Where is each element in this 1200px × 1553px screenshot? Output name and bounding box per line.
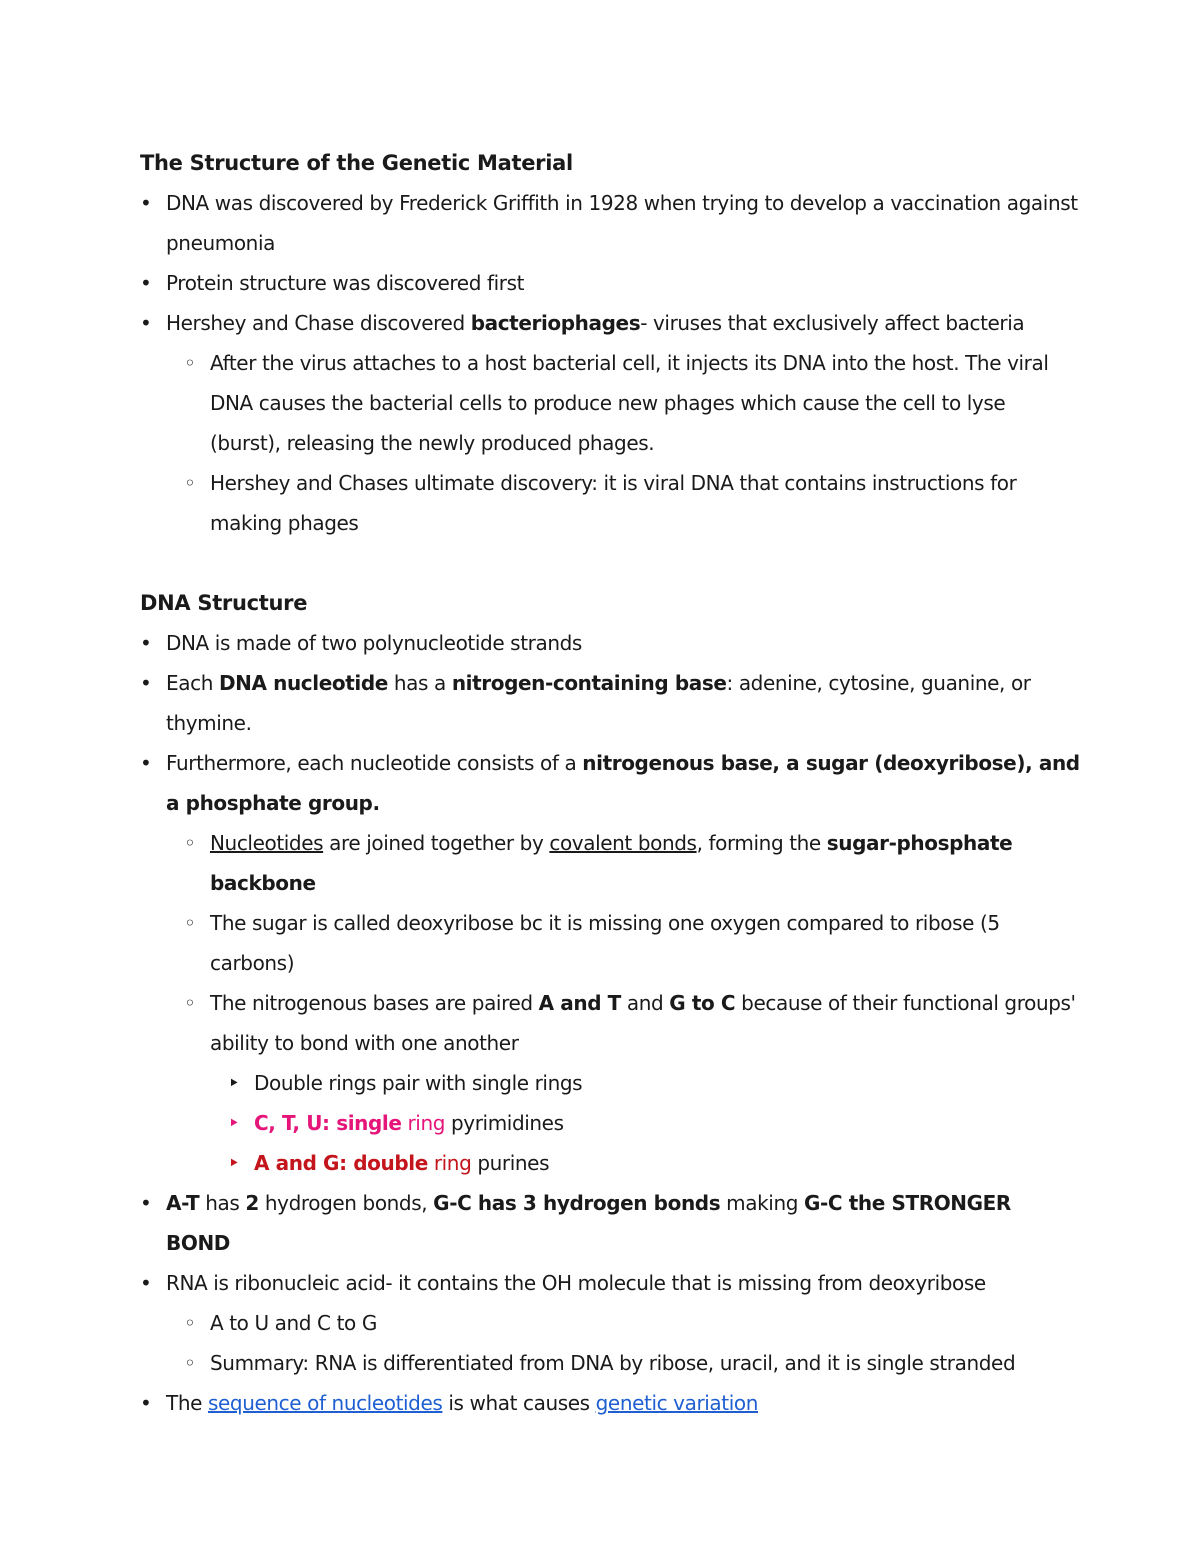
term-dna-nucleotide: DNA nucleotide xyxy=(218,671,388,695)
item-text: Furthermore, each nucleotide consists of a xyxy=(166,751,583,775)
list-item xyxy=(140,1303,1080,1343)
underlined-term-nucleotides: Nucleotides xyxy=(210,831,324,855)
bullet-dot-icon: • xyxy=(140,1191,152,1215)
list-item xyxy=(140,343,1080,463)
list-item xyxy=(140,1143,1080,1183)
section-spacer xyxy=(140,543,1080,583)
list-item xyxy=(140,903,1080,983)
term-sugar-phosphate-backbone: sugar-phosphate backbone xyxy=(210,831,1013,895)
list-item xyxy=(140,1063,1080,1103)
term-a-t: A-T xyxy=(166,1191,200,1215)
item-text: Hershey and Chase discovered xyxy=(166,311,471,335)
item-text: Double rings pair with single rings xyxy=(254,1071,583,1095)
bullet-dot-icon: • xyxy=(140,191,152,215)
item-text: making xyxy=(720,1191,804,1215)
item-text: ring xyxy=(427,1151,472,1175)
item-text: hydrogen bonds, xyxy=(258,1191,434,1215)
bullet-dot-icon: • xyxy=(140,1271,152,1295)
term-purines: A and G: double xyxy=(254,1151,428,1175)
bullet-dot-icon: • xyxy=(140,311,152,335)
item-text: The xyxy=(166,1391,208,1415)
term-nucleotide-parts: nitrogenous base, a sugar (deoxyribose), and a phosphate group. xyxy=(166,751,1080,815)
bullet-dot-icon: • xyxy=(140,1391,152,1415)
item-text: pyrimidines xyxy=(445,1111,564,1135)
item-text: - viruses that exclusively affect bacteria xyxy=(640,311,1025,335)
bullet-circle-icon: ◦ xyxy=(184,1351,196,1375)
list-item xyxy=(140,743,1080,823)
bullet-dot-icon: • xyxy=(140,271,152,295)
bullet-circle-icon: ◦ xyxy=(184,351,196,375)
document-content xyxy=(140,143,1080,1423)
item-text: purines xyxy=(471,1151,550,1175)
item-text: The sugar is called deoxyribose bc it is missing one oxygen compared to ribose (5 carbons) xyxy=(210,911,1000,975)
item-text: and xyxy=(620,991,670,1015)
bullet-circle-icon: ◦ xyxy=(184,471,196,495)
item-text: because of their functional groups' ability to bond with one another xyxy=(210,991,1076,1055)
bullet-dot-icon: • xyxy=(140,631,152,655)
item-text: DNA was discovered by Frederick Griffith in 1928 when trying to develop a vaccination against pneumonia xyxy=(166,191,1078,255)
list-item xyxy=(140,1103,1080,1143)
term-two: 2 xyxy=(245,1191,259,1215)
bullet-triangle-icon: ‣ xyxy=(228,1071,240,1095)
term-g-to-c: G to C xyxy=(669,991,736,1015)
item-text: Each xyxy=(166,671,219,695)
section-heading-genetic-material: The Structure of the Genetic Material xyxy=(140,151,573,175)
term-stronger-bond: G-C the STRONGER BOND xyxy=(166,1191,1011,1255)
term-nitrogen-base: nitrogen-containing base xyxy=(451,671,727,695)
item-text: A to U and C to G xyxy=(210,1311,377,1335)
item-text: are joined together by xyxy=(323,831,550,855)
item-text: DNA is made of two polynucleotide strands xyxy=(166,631,582,655)
underlined-term-covalent-bonds: covalent bonds xyxy=(549,831,697,855)
bullet-triangle-icon: ‣ xyxy=(228,1111,240,1135)
item-text: The nitrogenous bases are paired xyxy=(210,991,539,1015)
link-sequence-of-nucleotides[interactable]: sequence of nucleotides xyxy=(207,1391,443,1415)
bullet-circle-icon: ◦ xyxy=(184,911,196,935)
term-a-and-t: A and T xyxy=(538,991,621,1015)
item-text: : adenine, cytosine, guanine, or thymine. xyxy=(166,671,1031,735)
dna-structure-list xyxy=(140,623,1080,1423)
term-g-c-bonds: G-C has 3 hydrogen bonds xyxy=(433,1191,721,1215)
list-item xyxy=(140,1263,1080,1303)
term-bacteriophages: bacteriophages xyxy=(470,311,641,335)
list-item xyxy=(140,303,1080,343)
bullet-triangle-icon: ‣ xyxy=(228,1151,240,1175)
list-item xyxy=(140,263,1080,303)
list-item xyxy=(140,1343,1080,1383)
term-pyrimidines: C, T, U: single xyxy=(254,1111,402,1135)
list-item xyxy=(140,183,1080,263)
item-text: Hershey and Chases ultimate discovery: it is viral DNA that contains instructions for making phages xyxy=(210,471,1017,535)
bullet-dot-icon: • xyxy=(140,671,152,695)
list-item xyxy=(140,1383,1080,1423)
section-heading-dna-structure: DNA Structure xyxy=(140,591,308,615)
list-item xyxy=(140,823,1080,903)
genetic-material-list xyxy=(140,183,1080,543)
list-item xyxy=(140,623,1080,663)
item-text: After the virus attaches to a host bacterial cell, it injects its DNA into the host. The viral DNA causes the bacterial cells to produce new phages which cause the cell to lyse (burst), releasing the newly produced phages. xyxy=(210,351,1049,455)
item-text: ring xyxy=(401,1111,446,1135)
item-text: Protein structure was discovered first xyxy=(166,271,525,295)
item-text: is what causes xyxy=(442,1391,596,1415)
item-text: has xyxy=(199,1191,246,1215)
list-item xyxy=(140,983,1080,1063)
bullet-circle-icon: ◦ xyxy=(184,1311,196,1335)
item-text: has a xyxy=(387,671,452,695)
item-text: , forming the xyxy=(696,831,827,855)
list-item xyxy=(140,663,1080,743)
bullet-dot-icon: • xyxy=(140,751,152,775)
item-text: RNA is ribonucleic acid- it contains the OH molecule that is missing from deoxyribose xyxy=(166,1271,986,1295)
list-item xyxy=(140,1183,1080,1263)
item-text: Summary: RNA is differentiated from DNA by ribose, uracil, and it is single stranded xyxy=(210,1351,1016,1375)
link-genetic-variation[interactable]: genetic variation xyxy=(595,1391,758,1415)
bullet-circle-icon: ◦ xyxy=(184,991,196,1015)
bullet-circle-icon: ◦ xyxy=(184,831,196,855)
list-item xyxy=(140,463,1080,543)
